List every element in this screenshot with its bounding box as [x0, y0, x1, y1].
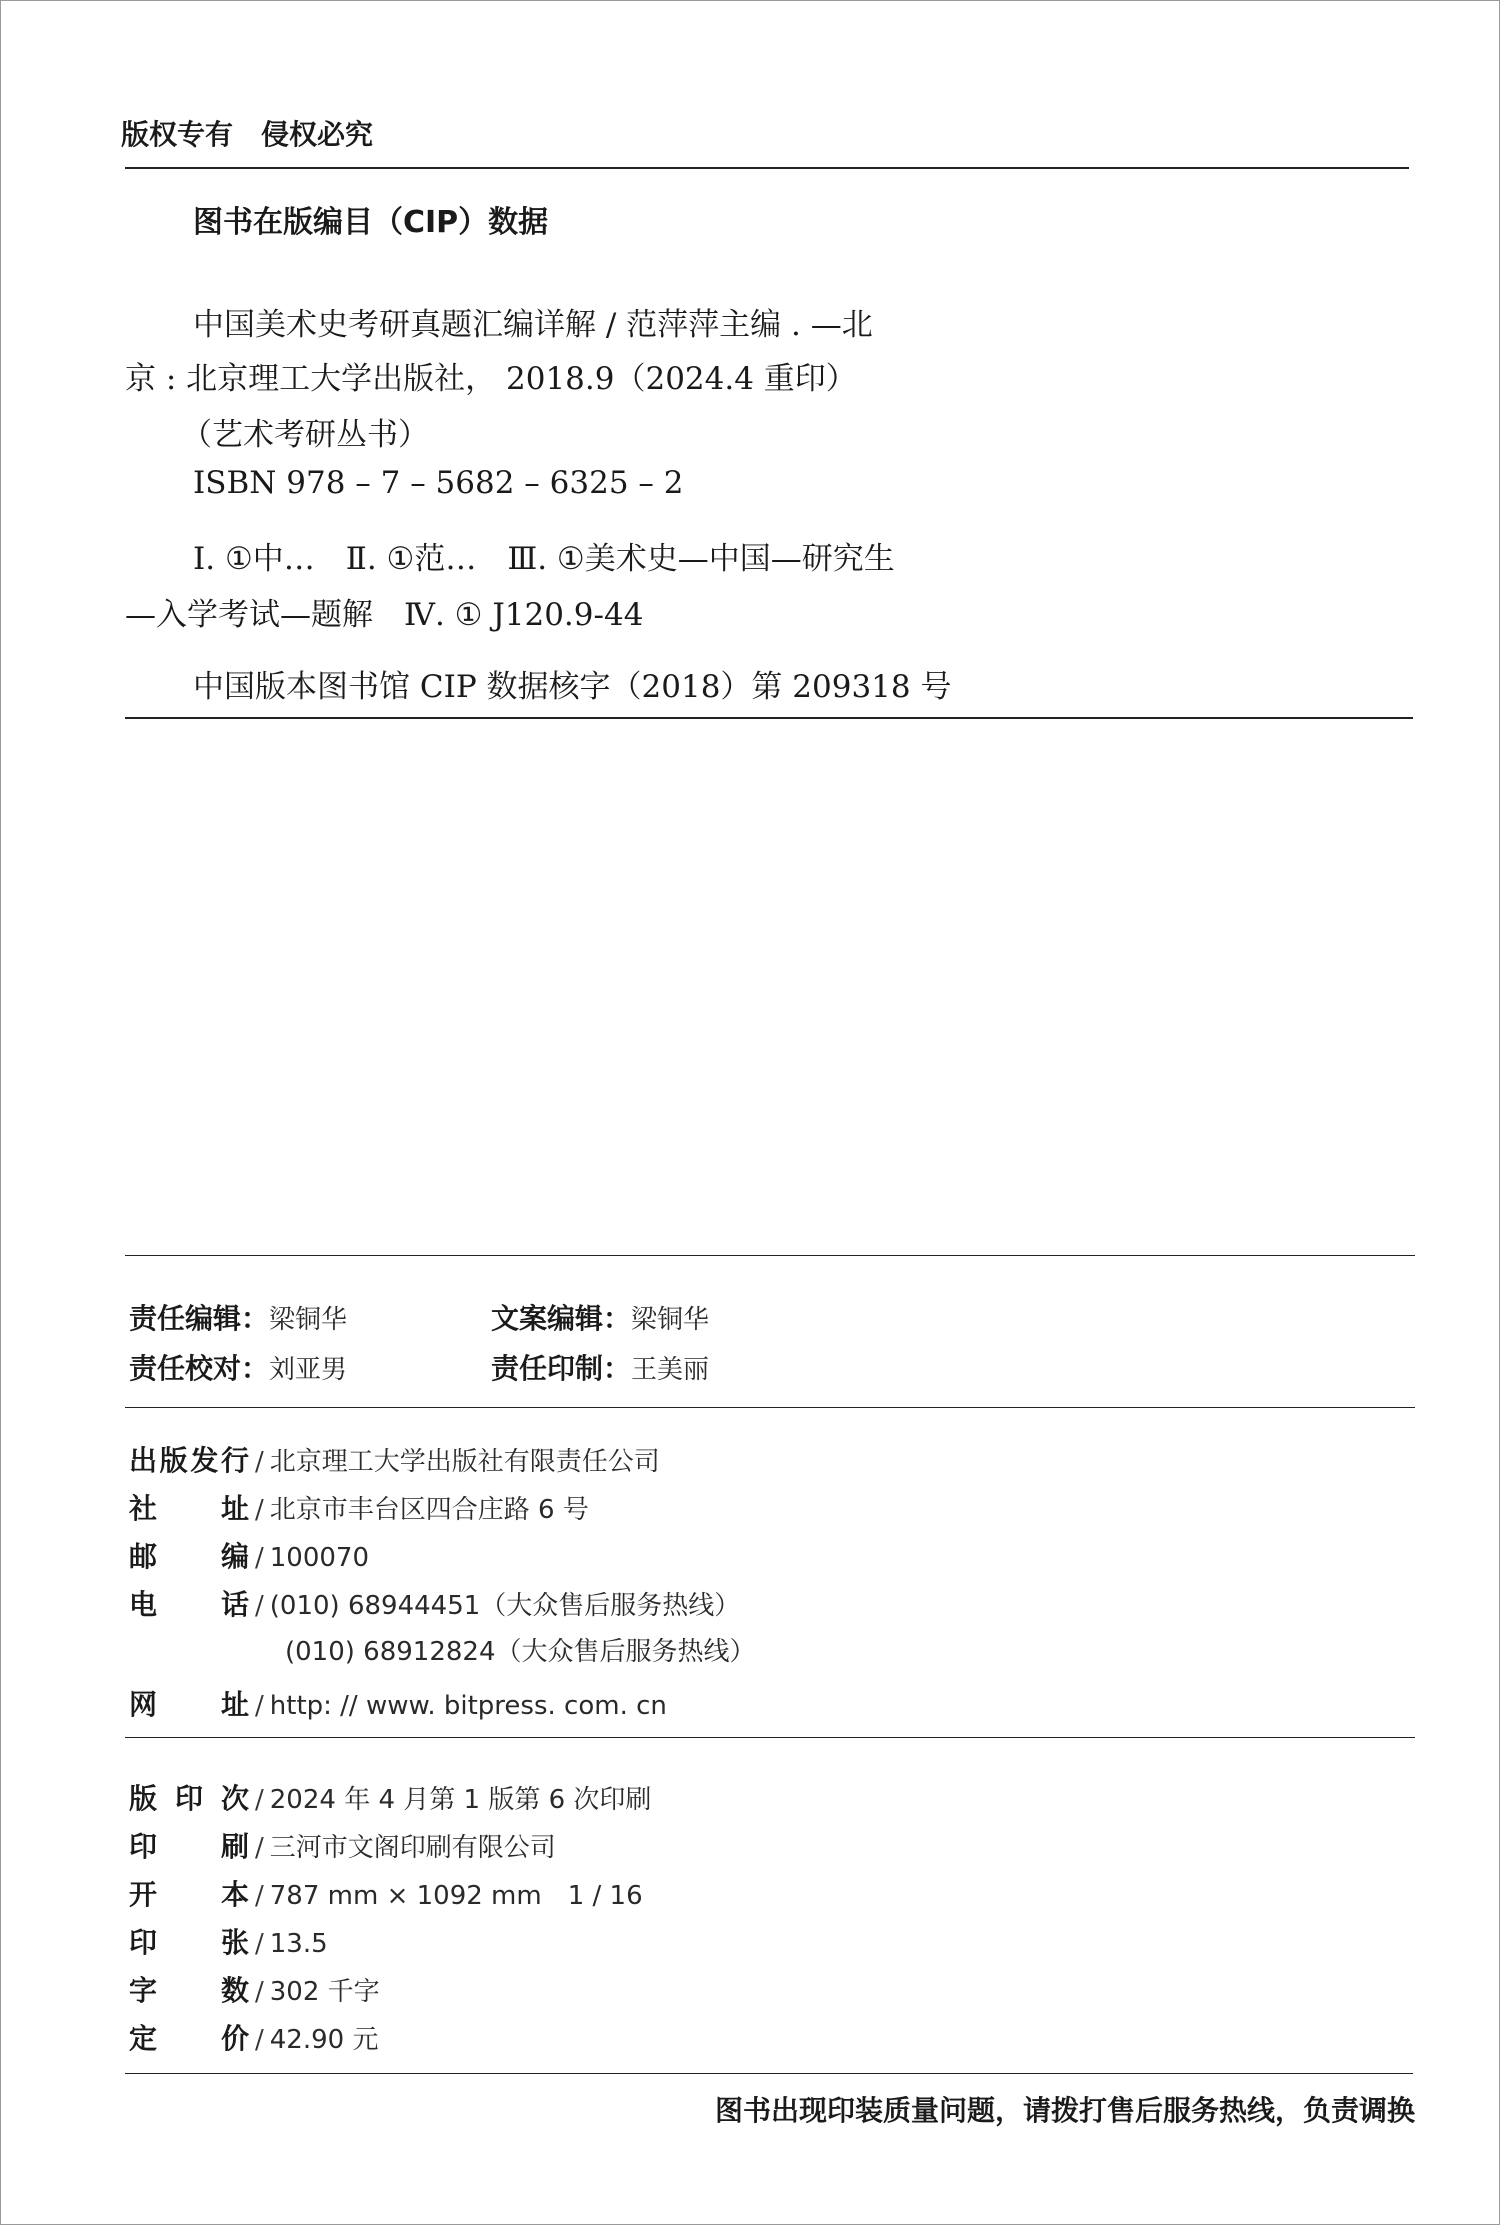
- cip-data-number: 中国版本图书馆 CIP 数据核字（2018）第 209318 号: [193, 669, 952, 705]
- cip-isbn: ISBN 978 – 7 – 5682 – 6325 – 2: [193, 465, 684, 501]
- cip-bottom-divider: [125, 717, 1413, 719]
- address-row: 社 址 / 北京市丰台区四合庄路 6 号: [129, 1492, 589, 1525]
- price-row: 定 价 / 42.90 元: [129, 2022, 379, 2055]
- quality-notice: 图书出现印装质量问题，请拨打售后服务热线，负责调换: [714, 2094, 1415, 2127]
- responsible-editor: 责任编辑：梁铜华: [129, 1302, 348, 1335]
- phone-row-2: (010) 68912824（大众售后服务热线）: [285, 1637, 756, 1667]
- publisher-row: 出版发行 / 北京理工大学出版社有限责任公司: [129, 1444, 660, 1477]
- printing-top-divider: [125, 1737, 1415, 1738]
- copyright-notice: 版权专有 侵权必究: [121, 118, 374, 151]
- editors-top-divider: [125, 1255, 1415, 1256]
- publisher-top-divider: [125, 1407, 1415, 1408]
- edition-row: 版 印 次 / 2024 年 4 月第 1 版第 6 次印刷: [129, 1782, 652, 1815]
- format-row: 开 本 / 787 mm × 1092 mm 1 / 16: [129, 1878, 643, 1911]
- top-divider: [125, 167, 1409, 169]
- cip-line-5: Ⅰ. ①中… Ⅱ. ①范… Ⅲ. ①美术史—中国—研究生: [193, 541, 895, 577]
- copy-editor: 文案编辑：梁铜华: [491, 1302, 710, 1335]
- proofreader: 责任校对：刘亚男: [129, 1352, 348, 1385]
- sheets-row: 印 张 / 13.5: [129, 1926, 328, 1959]
- print-supervisor: 责任印制：王美丽: [491, 1352, 710, 1385]
- cip-heading: 图书在版编目（CIP）数据: [193, 205, 549, 240]
- phone-row: 电 话 / (010) 68944451（大众售后服务热线）: [129, 1588, 741, 1621]
- cip-line-6: —入学考试—题解 Ⅳ. ① J120.9-44: [125, 597, 644, 633]
- cip-line-2: 京 : 北京理工大学出版社， 2018.9（2024.4 重印）: [125, 361, 857, 397]
- website-row: 网 址 / http: // www. bitpress. com. cn: [129, 1688, 667, 1721]
- printer-row: 印 刷 / 三河市文阁印刷有限公司: [129, 1830, 556, 1863]
- postcode-row: 邮 编 / 100070: [129, 1540, 370, 1573]
- footer-divider: [125, 2073, 1413, 2074]
- words-row: 字 数 / 302 千字: [129, 1974, 380, 2007]
- cip-line-3: （艺术考研丛书）: [181, 417, 429, 453]
- cip-line-1: 中国美术史考研真题汇编详解 / 范萍萍主编 . —北: [193, 307, 873, 343]
